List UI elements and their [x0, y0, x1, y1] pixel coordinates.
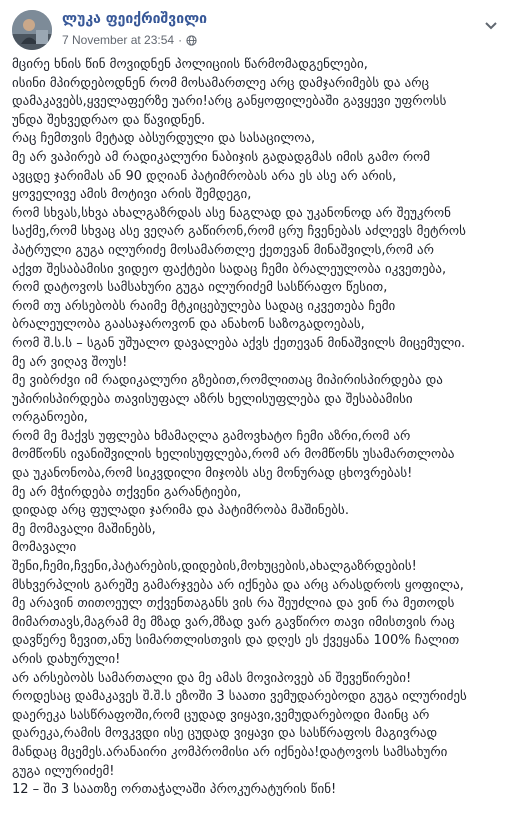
post-text-line: მე არ ვიღავ შოუს!: [12, 354, 128, 370]
post-text-line: რაც ჩემთვის მეტად აბსურდული და სასაცილოა,: [12, 131, 316, 147]
post-text-line: როდესაც დამაკავეს შ.შ.ს ეზოში 3 საათი ვემუდარებოდი გუგა ილურიძეს: [12, 689, 467, 705]
post-text-line: 12 – ში 3 საათზე ორთაჭალაში პროკურატურის წინ!: [12, 782, 337, 798]
post-text-line: დიდად არც ფულადი ჯარიმა და პატიმრობა მაშინებს.: [12, 503, 349, 519]
post-text-line: მიმართავს,მაგრამ მე მზად ვარ,მზად ვარ გავწირო თავი იმისთვის რაც: [12, 614, 455, 630]
post-text-line: მე არ მჭირდება თქვენი გარანტიები,: [12, 484, 242, 500]
globe-icon[interactable]: [186, 35, 197, 46]
post-text-line: რომ დატოვოს სამსახური გუგა ილურიძემ სასწრაფო წესით,: [12, 280, 388, 296]
post-text-line: უნდა შეხვედრაო და წავიდნენ.: [12, 112, 206, 128]
post-text-line: აქვთ შესაბამისი ვიდეო ფაქტები სადაც ჩემი ბრალეულობა იკვეთება,: [12, 261, 447, 277]
post-text-line: დაერეკა სასწრაფოში,რომ ცუდად ვიყავი,ვემუდარებოდი მაინც არ: [12, 707, 430, 723]
post-text-line: ყოველივე ამის მოტივი არის შემდეგი,: [12, 187, 252, 203]
post-body: [12, 56, 504, 800]
post-text-line: ორგანოები,: [12, 410, 88, 426]
post-header: [12, 10, 502, 54]
meta-separator: ·: [178, 33, 183, 47]
post-meta: [62, 33, 197, 47]
post-text-line: შენი,ჩემი,ჩვენი,პატარების,დიდების,მოხუცების,ახალგაზრდების!: [12, 559, 417, 575]
post-text-line: პატრული გუგა ილურიძე მოსამართლე ქეთევან მინაშვილს,რომ არ: [12, 242, 434, 258]
post-text-line: მცირე ხნის წინ მოვიდნენ პოლიციის წარმომადგენლები,: [12, 57, 368, 72]
post-text-line: რომ სხვას,სხვა ახალგაზრდას ასე ნაგლად და უკანონოდ არ შეუკრონ: [12, 205, 451, 221]
post-text-line: მსხვერპლის გარეშე გამარჯვება არ იქნება და არც არასდროს ყოფილა,: [12, 577, 464, 593]
post-text-line: ავცდე ჯარიმას ან 90 დღიან პატიმრობას არა ეს ასე არ არის,: [12, 168, 397, 184]
post-text-line: დავწერე ზევით,ანუ სიმართლისთვის და დღეს ეს ქვეყანა 100% ჩალით: [12, 633, 460, 649]
post-text-line: საქმე,რომ სხვაც ასე ვეღარ გაწირონ,რომ ცრუ ჩვენებას აძლევს მეტროს: [12, 224, 466, 240]
post-text-line: დამაკავებს,ყველაფერზე უარი!არც განყოფილებაში გავყევი უფროსს: [12, 94, 447, 110]
post-text-line: მანდაც მცემეს.არანაირი კომპრომისი არ იქნება!დატოვოს სამსახური: [12, 744, 448, 760]
post-text-line: მე მომავალი მაშინებს,: [12, 521, 156, 537]
post-text-line: მე ვიბრძვი იმ რადიკალური გზებით,რომლითაც მიპირისპირდება და: [12, 373, 443, 389]
post-text-line: რომ თუ არსებობს რაიმე მტკიცებულება სადაც იკვეთება ჩემი: [12, 298, 396, 314]
post-text-line: დარეკა,რამის მოვკვდი ისე ცუდად ვიყავი და სასწრაფოს მაგივრად: [12, 726, 438, 742]
post-text-line: უპირისპირდება თავისუფალ აზრს ხელისუფლება და შესაბამისი: [12, 391, 413, 407]
post-text-line: არ არსებობს სამართალი და მე ამას მოვიპოვებ ან შევეწირები!: [12, 670, 412, 686]
author-name[interactable]: ლუკა ფეიქრიშვილი: [62, 11, 208, 27]
post-text-line: ბრალეულობა გაასაჯაროვონ და ანახონ საზოგადოებას,: [12, 317, 365, 333]
post-text-line: არის დახურული!: [12, 652, 121, 667]
post-text-line: მომწონს ივანიშვილის ხელისუფლება,რომ არ მომწონს უსამართლობა: [12, 447, 455, 463]
post-text-line: ისინი მპირდებოდნენ რომ მოსამართლე არც დამჯარიმებს და არც: [12, 75, 430, 91]
post-timestamp[interactable]: 7 November at 23:54: [62, 33, 175, 47]
post-text-line: რომ მე მაქვს უფლება ხმამაღლა გამოვხატო ჩემი აზრი,რომ არ: [12, 428, 411, 444]
post-text-line: რომ შ.ს.ს – სგან უშუალო დავალება აქვს ქეთევან მინაშვილს მიცემული.: [12, 335, 466, 351]
post-text-line: გუგა ილურიძემ!: [12, 763, 115, 779]
post-text-line: და უკანონობა,რომ სიკვდილი მიჯობს ასე მონურად ცხოვრებას!: [12, 466, 413, 482]
avatar[interactable]: [12, 10, 52, 50]
post-text-line: მომავალი: [12, 540, 77, 556]
chevron-down-icon[interactable]: [484, 16, 498, 26]
post-text-line: მე არავინ თითოეულ თქვენთაგანს ვის რა შეუძლია და ვინ რა მეთოდს: [12, 596, 455, 612]
post-text-line: მე არ ვაპირებ ამ რადიკალური ნაბიჯის გადადგმას იმის გამო რომ: [12, 149, 431, 165]
